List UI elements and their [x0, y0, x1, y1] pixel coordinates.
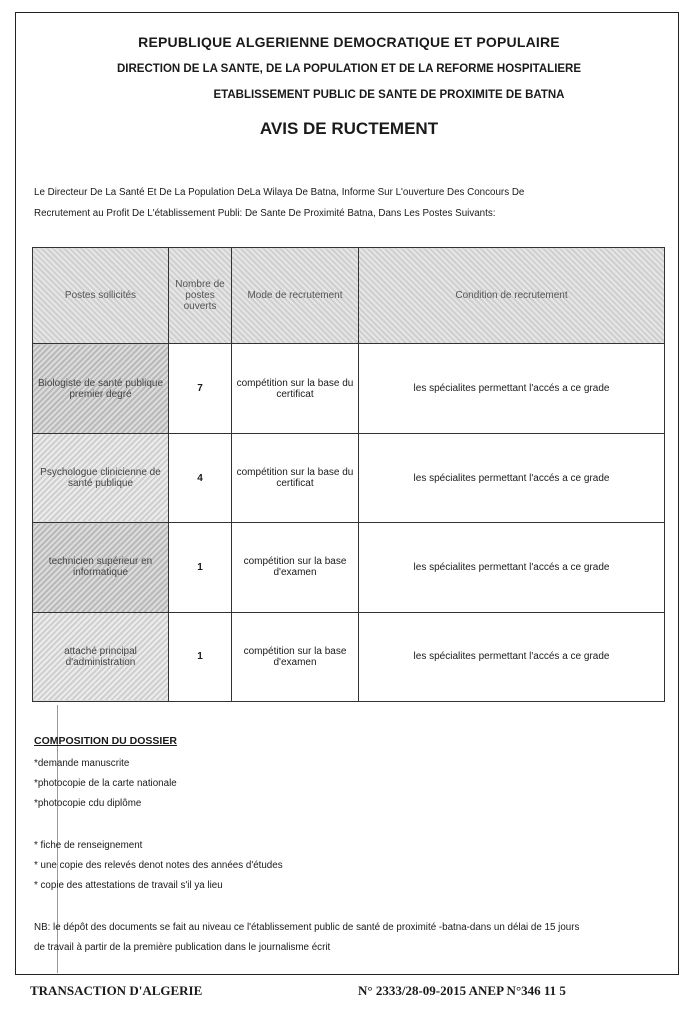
cell-condition: les spécialites permettant l'accés a ce grade: [359, 344, 665, 433]
cell-poste: technicien supérieur en informatique: [33, 523, 169, 612]
notice-title: AVIS DE RUCTEMENT: [259, 119, 439, 138]
column-header-nombre: Nombre de postes ouverts: [169, 248, 232, 344]
cell-nombre: 4: [169, 433, 232, 522]
header-republic: REPUBLIQUE ALGERIENNE DEMOCRATIQUE ET POPULAIRE: [138, 34, 560, 50]
nb-line: NB: le dépôt des documents se fait au niveau ce l'établissement public de santé de proximité -batna-dans un délai de 15 jours: [34, 922, 580, 933]
list-item: *photocopie de la carte nationale: [34, 778, 177, 789]
list-item: * une copie des relevés denot notes des années d'études: [34, 860, 283, 871]
table-row: [33, 523, 665, 612]
column-header-mode: Mode de recrutement: [232, 248, 359, 344]
list-item: * copie des attestations de travail s'il ya lieu: [34, 880, 223, 891]
table-row: [33, 612, 665, 701]
column-header-postes: Postes sollicités: [33, 248, 169, 344]
cell-condition: les spécialites permettant l'accés a ce grade: [359, 612, 665, 701]
cell-poste: Psychologue clinicienne de santé publique: [33, 433, 169, 522]
cell-mode: compétition sur la base du certificat: [232, 433, 359, 522]
header-establishment: ETABLISSEMENT PUBLIC DE SANTE DE PROXIMITE DE BATNA: [213, 89, 565, 101]
cell-mode: compétition sur la base d'examen: [232, 612, 359, 701]
cell-nombre: 1: [169, 612, 232, 701]
list-item: * fiche de renseignement: [34, 840, 143, 851]
cell-nombre: 1: [169, 523, 232, 612]
table-row: [33, 344, 665, 433]
cell-poste: attaché principal d'administration: [33, 612, 169, 701]
cell-condition: les spécialites permettant l'accés a ce grade: [359, 523, 665, 612]
list-item: *demande manuscrite: [34, 758, 130, 769]
footer-reference: N° 2333/28-09-2015 ANEP N°346 11 5: [358, 983, 566, 998]
dossier-list: [34, 836, 283, 896]
dossier-list: [34, 754, 177, 814]
dossier-title: COMPOSITION DU DOSSIER: [34, 735, 177, 747]
list-item: *photocopie cdu diplôme: [34, 798, 142, 809]
cell-poste: Biologiste de santé publique premier degré: [33, 344, 169, 433]
header-direction: DIRECTION DE LA SANTE, DE LA POPULATION ET DE LA REFORME HOSPITALIERE: [116, 63, 582, 75]
intro-line: Le Directeur De La Santé Et De La Population DeLa Wilaya De Batna, Informe Sur L'ouverture Des Concours De: [34, 187, 525, 198]
table-row: [33, 433, 665, 522]
nb-line: de travail à partir de la première publication dans le journalisme écrit: [34, 942, 331, 953]
column-header-condition: Condition de recrutement: [359, 248, 665, 344]
cell-condition: les spécialites permettant l'accés a ce grade: [359, 433, 665, 522]
intro-paragraph: [34, 182, 654, 224]
cell-mode: compétition sur la base d'examen: [232, 523, 359, 612]
nb-note: [34, 918, 634, 958]
intro-line: Recrutement au Profit De L'établissement Publi: De Sante De Proximité Batna, Dans Les Postes Suivants:: [34, 208, 496, 219]
posts-table: [32, 247, 665, 702]
footer-publication: TRANSACTION D'ALGERIE: [30, 983, 203, 998]
table-header-row: [33, 248, 665, 344]
cell-mode: compétition sur la base du certificat: [232, 344, 359, 433]
cell-nombre: 7: [169, 344, 232, 433]
